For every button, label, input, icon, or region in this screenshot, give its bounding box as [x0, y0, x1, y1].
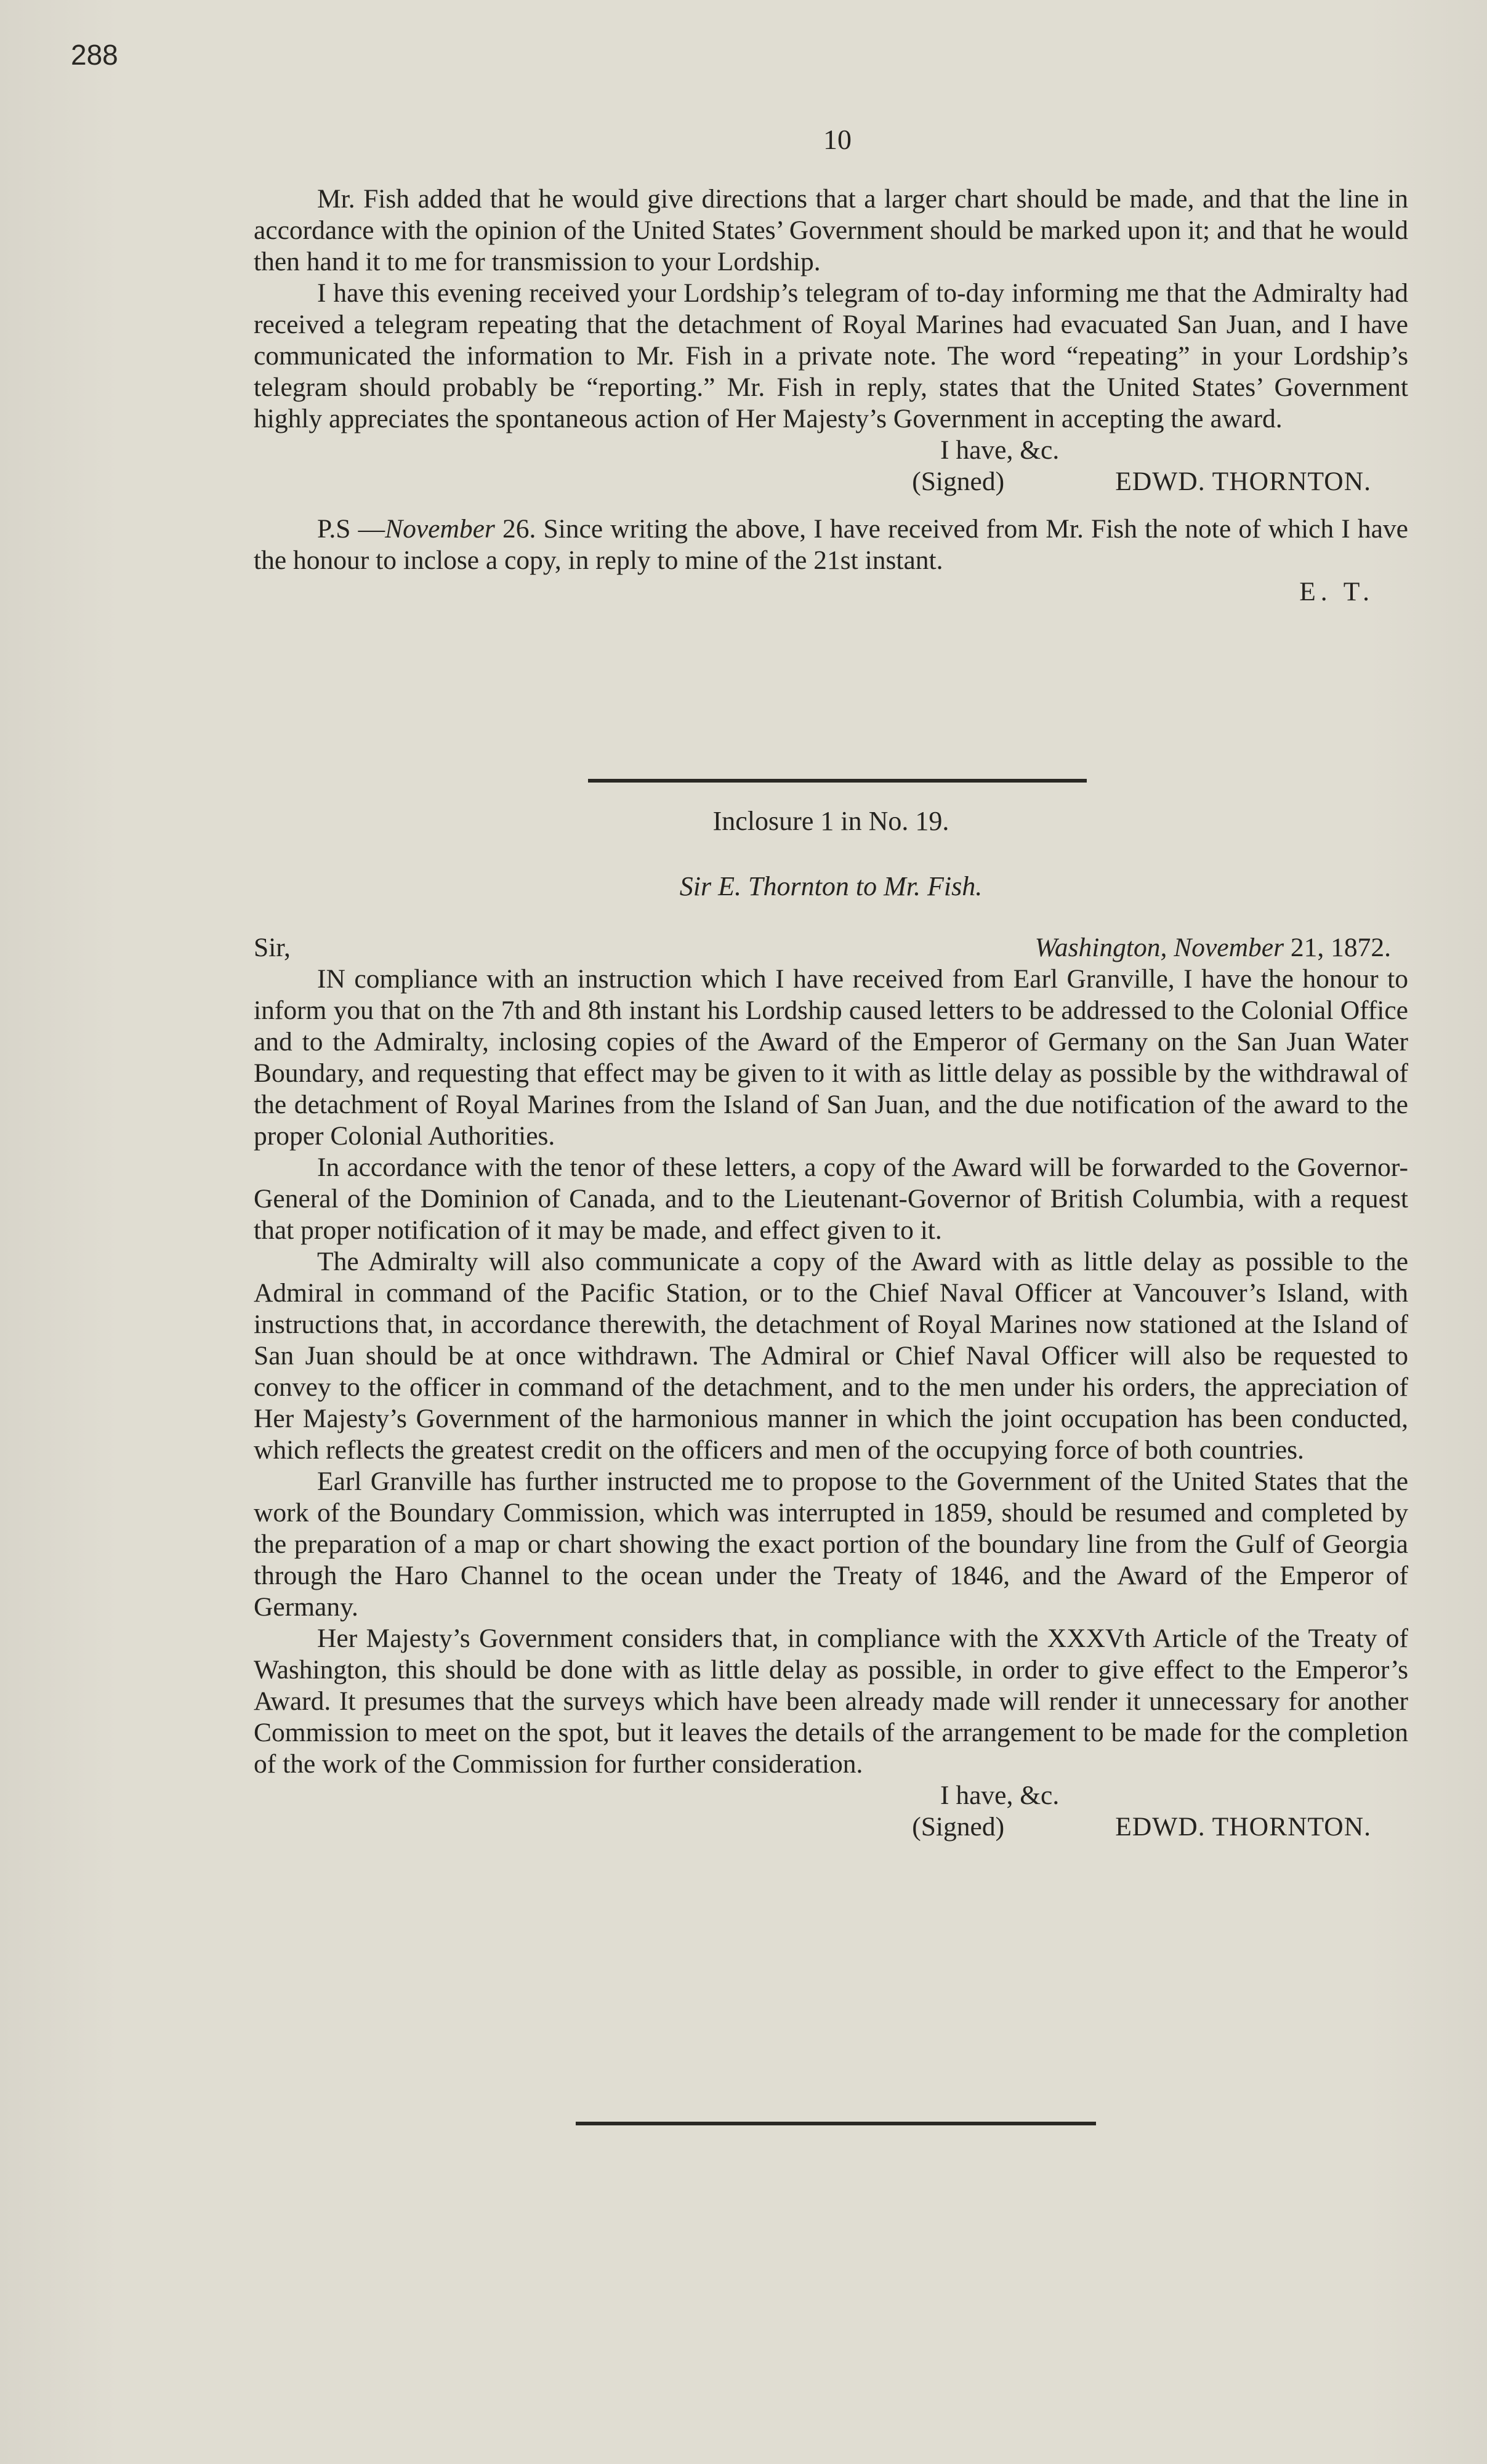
- signed-label: (Signed): [912, 1812, 1005, 1842]
- signature-line: [254, 466, 1408, 497]
- inclosure-body: [254, 932, 1408, 1843]
- dateline-place: Washington,: [1034, 933, 1167, 962]
- inclosure-subheading: Sir E. Thornton to Mr. Fish.: [679, 871, 983, 901]
- inclosure-heading: Inclosure 1 in No. 19.: [712, 806, 949, 836]
- postscript: [254, 513, 1408, 576]
- section-divider: [588, 779, 1087, 783]
- dateline-day-year: 21, 1872.: [1284, 933, 1391, 962]
- page-number: 10: [823, 124, 852, 155]
- dateline: [1035, 932, 1408, 964]
- paragraph: IN compliance with an instruction which I have received from Earl Granville, I have the honour to inform you that on the 7th and 8th instant his Lordship caused letters to be addressed to the Colonial Office and to the Admiralty, inclosing copies of the Award of the Emperor of Germany on the San Juan Water Boundary, and requesting that effect may be given to it with as little delay as possible by the withdrawal of the detachment of Royal Marines from the Island of San Juan, and the due notification of the award to the proper Colonial Authorities.: [254, 964, 1408, 1151]
- signature-line: [254, 1811, 1408, 1843]
- paragraph: I have this evening received your Lordship’s telegram of to-day informing me that the Admiralty had received a telegram repeating that the detachment of Royal Marines had evacuated San Juan, and I have communicated the information to Mr. Fish in a private note. The word “repeating” in your Lordship’s telegram should probably be “reporting.” Mr. Fish in reply, states that the United States’ Government highly appreciates the spontaneous action of Her Majesty’s Government in accepting the award.: [254, 278, 1408, 433]
- salutation-row: [254, 932, 1408, 964]
- signer-name: EDWD. THORNTON.: [1115, 1812, 1371, 1842]
- letter-body: [254, 183, 1408, 608]
- paragraph: In accordance with the tenor of these letters, a copy of the Award will be forwarded to the Governor-General of the Dominion of Canada, and to the Lieutenant-Governor of British Columbia, with a request that proper notification of it may be made, and effect given to it.: [254, 1153, 1408, 1245]
- paragraph: The Admiralty will also communicate a copy of the Award with as little delay as possible to the Admiral in command of the Pacific Station, or to the Chief Naval Officer at Vancouver’s Island, with instructions that, in accordance therewith, the detachment of Royal Marines now stationed at the Island of San Juan should be at once withdrawn. The Admiral or Chief Naval Officer will also be requested to convey to the officer in command of the detachment, and to the men under his orders, the appreciation of Her Majesty’s Government of the harmonious manner in which the joint occupation has been conducted, which reflects the greatest credit on the officers and men of the occupying force of both countries.: [254, 1247, 1408, 1465]
- salutation: Sir,: [254, 933, 291, 962]
- postscript-text: 26. Since writing the above, I have received from Mr. Fish the note of which I have the honour to inclose a copy, in reply to mine of the 21st instant.: [254, 514, 1408, 575]
- signer-name: EDWD. THORNTON.: [1115, 467, 1371, 496]
- postscript-date: November: [385, 514, 495, 544]
- postscript-prefix: P.S —: [317, 514, 385, 544]
- closing: I have, &c.: [940, 1781, 1060, 1810]
- end-divider: [576, 2122, 1096, 2125]
- paragraph: Earl Granville has further instructed me to propose to the Government of the United States that the work of the Boundary Commission, which was interrupted in 1859, should be resumed and completed by the preparation of a map or chart showing the exact portion of the boundary line from the Gulf of Georgia through the Haro Channel to the ocean under the Treaty of 1846, and the Award of the Emperor of Germany.: [254, 1467, 1408, 1622]
- paragraph: Mr. Fish added that he would give directions that a larger chart should be made, and that the line in accordance with the opinion of the United States’ Government should be marked upon it; and that he would then hand it to me for transmission to your Lordship.: [254, 184, 1408, 276]
- dateline-month: November: [1167, 933, 1284, 962]
- archive-page-number: 288: [71, 39, 118, 71]
- paragraph: Her Majesty’s Government considers that, in compliance with the XXXVth Article of the Treaty of Washington, this should be done with as little delay as possible, in order to give effect to the Emperor’s Award. It presumes that the surveys which have been already made will render it unnecessary for another Commission to meet on the spot, but it leaves the details of the arrangement to be made for the completion of the work of the Commission for further consideration.: [254, 1624, 1408, 1779]
- signed-label: (Signed): [912, 467, 1005, 496]
- initials: E. T.: [1299, 577, 1374, 606]
- closing: I have, &c.: [940, 435, 1060, 465]
